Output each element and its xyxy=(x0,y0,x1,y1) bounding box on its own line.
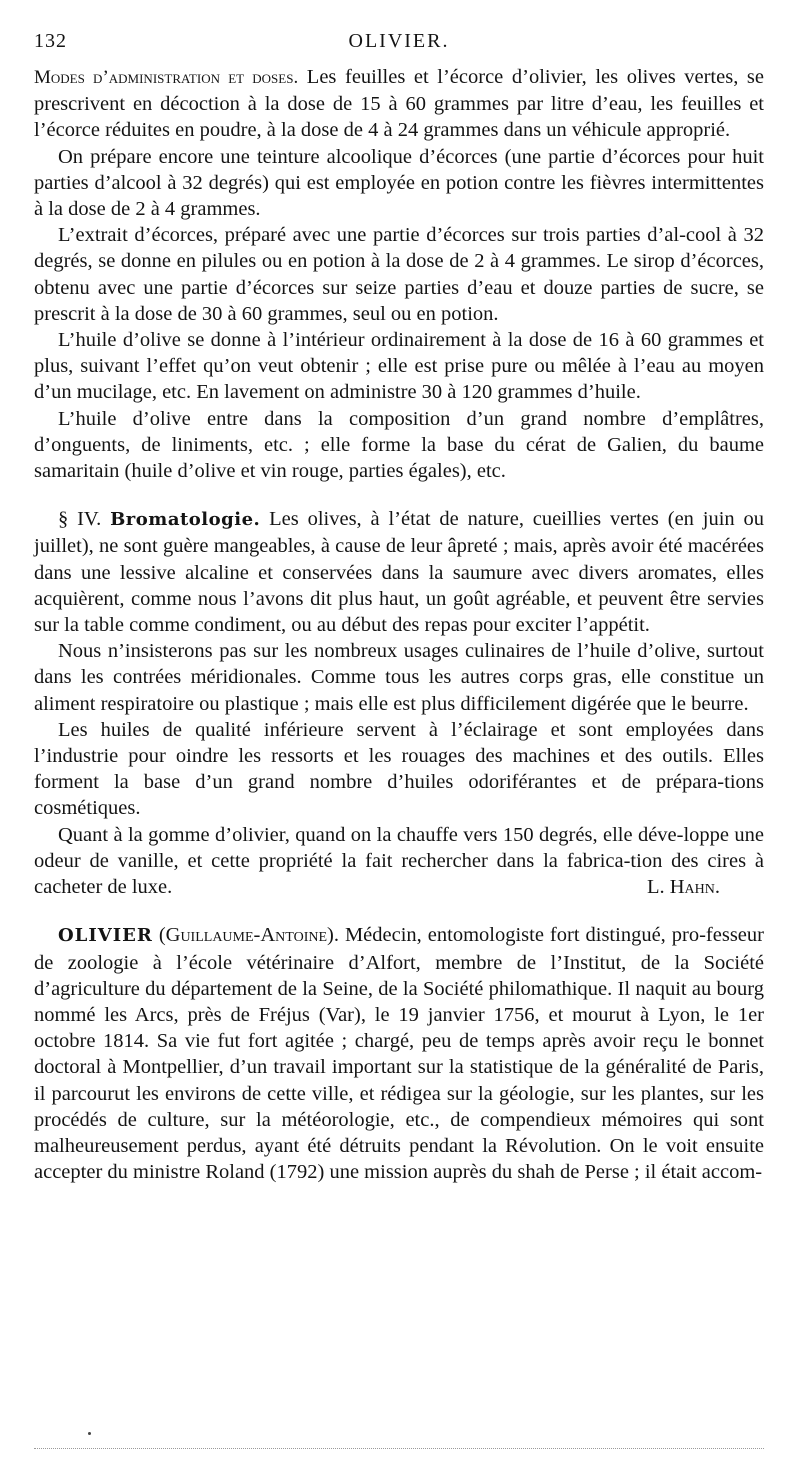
paragraph-huile-composition: L’huile d’olive entre dans la composition d’un grand nombre d’emplâtres, d’onguents, de liniments, etc. ; elle forme la base du cérat de Galien, du baume samaritain (huile d’olive et vin rouge, parties égales), etc. xyxy=(34,407,764,483)
entry-heading-olivier: OLIVIER xyxy=(58,925,153,947)
paragraph-text: Quant à la gomme d’olivier, quand on la chauffe vers 150 degrés, elle déve-loppe une odeur de vanille, et cette propriété la fait rechercher dans la fabrica-tion des cires à cacheter de luxe. xyxy=(34,823,764,899)
page-header xyxy=(34,30,764,60)
paragraph-text: Les olives, à l’état de nature, cueillies vertes (en juin ou juillet), ne sont guère mangeables, à cause de leur âpreté ; mais, après avoir été macérées dans une lessive alcaline et conservées dans la saumure avec divers aromates, elles acquièrent, comme nous l’avons dit plus haut, un goût agréable, et peuvent être servies sur la table comme condiment, ou au début des repas pour exciter l’appétit. xyxy=(34,508,765,637)
paragraph-bromatologie xyxy=(34,506,764,638)
section-heading-modes: Modes d’administration et doses. xyxy=(34,67,299,88)
paragraph-olivier-biography xyxy=(34,922,764,1185)
section-mark: § IV. xyxy=(58,508,102,531)
footer-rule xyxy=(34,1448,764,1449)
paragraph-huile-interieur: L’huile d’olive se donne à l’intérieur ordinairement à la dose de 16 à 60 grammes et plus, suivant l’effet qu’on veut obtenir ; elle est prise pure ou mêlée à l’eau au moyen d’un mucilage, etc. En lavement on administre 30 à 120 grammes d’huile. xyxy=(34,329,764,404)
page-number: 132 xyxy=(34,30,67,52)
paragraph-usages-culinaires: Nous n’insisterons pas sur les nombreux usages culinaires de l’huile d’olive, surtout dans les contrées méridionales. Comme tous les autres corps gras, elle constitue un aliment respiratoire ou plastique ; mais elle est plus difficilement digérée que le beurre. xyxy=(34,640,764,715)
body-text xyxy=(34,64,764,1185)
section-heading-bromatologie: Bromatologie. xyxy=(110,509,261,531)
section-gap xyxy=(34,484,764,506)
paragraph-text: Médecin, entomologiste fort distingué, pro-fesseur de zoologie à l’école vétérinaire d’Alfort, membre de l’Institut, de la Société d’agriculture du département de la Seine, de la Société philomathique. Il naquit au bourg nommé les Arcs, près de Fréjus (Var), le 19 janvier 1756, et mourut à Lyon, le 1er octobre 1814. Sa vie fut fort agitée ; chargé, peu de temps après avoir reçu le bonnet doctoral à Montpellier, d’un travail important sur la statistique de la généralité de Paris, il parcourut les environs de cette ville, et rédigea sur la géologie, sur les plantes, sur les procédés de culture, sur la météorologie, etc., de compendieux mémoires qui sont malheureusement perdus, ayant été détruits pendant la Révolution. On le voit ensuite accepter du ministre Roland (1792) une mission auprès du shah de Perse ; il était accom- xyxy=(34,924,764,1184)
paragraph-modes-administration xyxy=(34,64,764,144)
section-gap xyxy=(34,900,764,922)
paragraph-teinture: On prépare encore une teinture alcoolique d’écorces (une partie d’écorces pour huit parties d’alcool à 32 degrés) qui est employée en potion contre les fièvres intermittentes à la dose de 2 à 4 grammes. xyxy=(34,145,764,221)
paragraph-huiles-inferieures: Les huiles de qualité inférieure servent à l’éclairage et sont employées dans l’industrie pour oindre les ressorts et les rouages des machines et des outils. Elles forment la base d’un grand nombre d’huiles odoriférantes et de prépara-tions cosmétiques. xyxy=(34,718,764,820)
entry-given-names: (Guillaume-Antoine). xyxy=(152,924,339,947)
author-signature: L. Hahn. xyxy=(646,876,720,899)
paragraph-extrait: L’extrait d’écorces, préparé avec une partie d’écorces sur trois parties d’al-cool à 32 degrés, se donne en pilules ou en potion à la dose de 2 à 4 grammes. Le sirop d’écorces, obtenu avec une partie d’écorces sur seize parties d’eau et douze parties de sucre, se prescrit à la dose de 30 à 60 grammes, seul ou en potion. xyxy=(34,224,764,325)
paragraph-text: Les feuilles et l’écorce d’olivier, les olives vertes, se prescrivent en décoction à la dose de 15 à 60 grammes par litre d’eau, les feuilles et l’écorce réduites en poudre, à la dose de 4 à 24 grammes dans un véhicule approprié. xyxy=(34,66,764,142)
paragraph-gomme-olivier xyxy=(34,822,764,901)
running-title: OLIVIER. xyxy=(348,30,450,52)
print-speck xyxy=(88,1432,91,1435)
